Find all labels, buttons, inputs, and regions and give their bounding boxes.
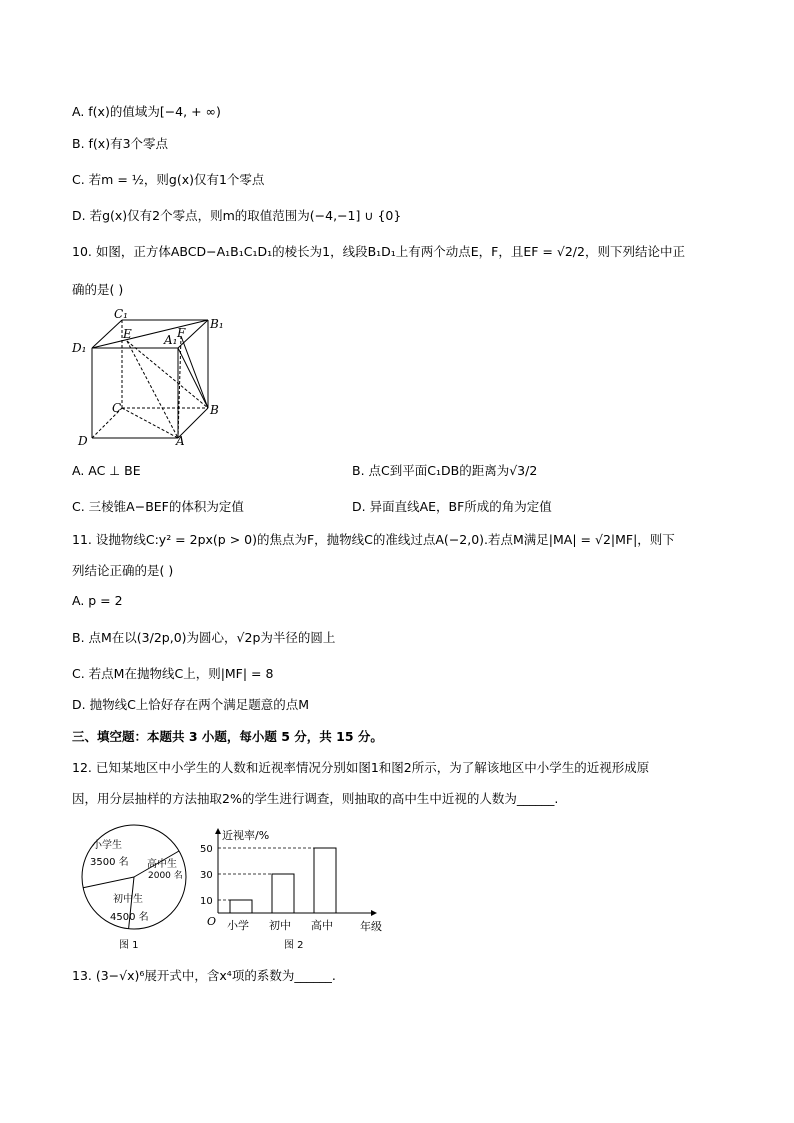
q9-option-a: A. f(x)的值域为[−4, + ∞) xyxy=(72,104,221,119)
pie-label-high: 高中生 xyxy=(147,859,177,870)
label-f: F xyxy=(177,326,186,340)
label-b: B xyxy=(210,403,219,417)
label-a1: A₁ xyxy=(164,333,178,347)
x-tick-label: 初中 xyxy=(269,919,291,932)
label-d1: D₁ xyxy=(72,341,87,355)
pie-count-high: 2000 名 xyxy=(148,871,183,881)
label-c1: C₁ xyxy=(114,308,128,321)
q10-stem-line1: 10. 如图，正方体ABCD−A₁B₁C₁D₁的棱长为1，线段B₁D₁上有两个动点E，F，且EF = √2/2，则下列结论中正 xyxy=(72,244,685,259)
q9-option-b: B. f(x)有3个零点 xyxy=(72,136,169,151)
q10-option-a: A. AC ⊥ BE xyxy=(72,463,141,478)
bar-2 xyxy=(272,874,294,913)
label-a: A xyxy=(176,434,185,448)
x-axis-label: 年级 xyxy=(360,920,382,933)
cube-figure xyxy=(70,308,240,448)
q9-option-c: C. 若m = ½，则g(x)仅有1个零点 xyxy=(72,172,265,187)
chart-marks xyxy=(200,844,336,932)
bar-3 xyxy=(314,848,336,913)
q10-stem-line2: 确的是( ) xyxy=(72,282,124,297)
q11-option-c: C. 若点M在抛物线C上，则|MF| = 8 xyxy=(72,666,274,681)
fig2-caption: 图 2 xyxy=(284,940,304,951)
pie-count-primary: 3500 名 xyxy=(90,857,129,868)
q10-option-c: C. 三棱锥A−BEF的体积为定值 xyxy=(72,499,244,514)
label-b1: B₁ xyxy=(210,317,224,331)
q13-stem: 13. (3−√x)⁶展开式中，含x⁴项的系数为______. xyxy=(72,968,336,983)
q9-option-d: D. 若g(x)仅有2个零点，则m的取值范围为(−4,−1] ∪ {0} xyxy=(72,208,402,223)
bar-1 xyxy=(230,900,252,913)
q10-option-d: D. 异面直线AE，BF所成的角为定值 xyxy=(352,499,552,514)
pie-slice-boundary xyxy=(83,877,134,888)
y-tick-label: 30 xyxy=(200,870,213,881)
x-tick-label: 高中 xyxy=(311,919,333,932)
q12-stem-line1: 12. 已知某地区中小学生的人数和近视率情况分别如图1和图2所示，为了解该地区中小学生的近视形成原 xyxy=(72,760,650,775)
pie-label-primary: 小学生 xyxy=(92,840,122,851)
q11-option-a: A. p = 2 xyxy=(72,593,123,608)
y-tick-label: 50 xyxy=(200,844,213,855)
label-e: E xyxy=(123,327,132,341)
y-axis-label: 近视率/% xyxy=(222,829,270,842)
q11-stem-line2: 列结论正确的是( ) xyxy=(72,563,174,578)
fig1-pie-chart xyxy=(70,823,200,958)
q12-stem-line2: 因，用分层抽样的方法抽取2%的学生进行调查，则抽取的高中生中近视的人数为______. xyxy=(72,791,559,806)
label-c: C xyxy=(112,401,122,415)
fig1-caption: 图 1 xyxy=(119,940,139,951)
section-3-header: 三、填空题：本题共 3 小题，每小题 5 分，共 15 分。 xyxy=(72,729,383,744)
x-tick-label: 小学 xyxy=(227,919,249,932)
q11-stem-line1: 11. 设抛物线C:y² = 2px(p > 0)的焦点为F，抛物线C的准线过点A(−2,0).若点M满足|MA| = √2|MF|，则下 xyxy=(72,532,675,547)
q11-option-b: B. 点M在以(3/2p,0)为圆心，√2p为半径的圆上 xyxy=(72,630,336,645)
y-tick-label: 10 xyxy=(200,896,213,907)
q11-option-d: D. 抛物线C上恰好存在两个满足题意的点M xyxy=(72,697,310,712)
label-d: D xyxy=(78,434,88,448)
pie-label-middle: 初中生 xyxy=(113,894,143,905)
q10-option-b: B. 点C到平面C₁DB的距离为√3/2 xyxy=(352,463,538,478)
fig2-bar-chart xyxy=(198,823,388,958)
origin-label: O xyxy=(207,915,217,928)
pie-count-middle: 4500 名 xyxy=(110,912,149,923)
